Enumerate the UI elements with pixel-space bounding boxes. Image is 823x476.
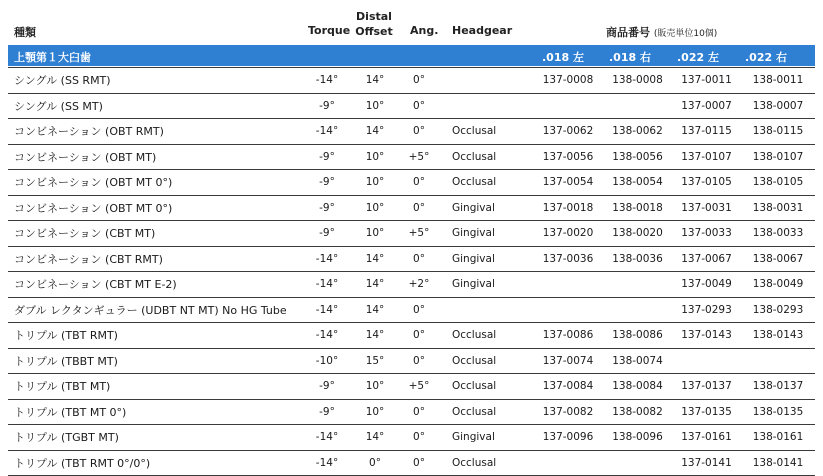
cell-ang: +5° xyxy=(396,374,442,400)
cell-ang: 0° xyxy=(396,450,442,476)
header-product-no xyxy=(606,24,717,40)
cell-018-left: 137-0096 xyxy=(533,425,603,451)
cell-018-right: 138-0086 xyxy=(603,323,672,349)
cell-type: トリプル (TBT MT 0°) xyxy=(8,399,300,425)
cell-022-right: 138-0033 xyxy=(741,221,815,247)
cell-type: シングル (SS RMT) xyxy=(8,68,300,94)
cell-distal-offset: 14° xyxy=(354,68,396,94)
cell-ang: 0° xyxy=(396,348,442,374)
cell-018-left: 137-0074 xyxy=(533,348,603,374)
cell-ang: 0° xyxy=(396,68,442,94)
cell-headgear: Gingival xyxy=(442,221,533,247)
cell-022-left: 137-0161 xyxy=(672,425,741,451)
cell-headgear: Gingival xyxy=(442,272,533,298)
table-row xyxy=(8,195,815,221)
cell-ang: 0° xyxy=(396,93,442,119)
cell-headgear: Occlusal xyxy=(442,450,533,476)
cell-distal-offset: 15° xyxy=(354,348,396,374)
col-018-left: .018 左 xyxy=(542,51,584,64)
header-distal-line1: Distal xyxy=(356,10,392,23)
table-row xyxy=(8,272,815,298)
cell-headgear: Occlusal xyxy=(442,170,533,196)
cell-018-right xyxy=(603,93,672,119)
cell-torque: -14° xyxy=(300,246,354,272)
header-unit: (販売単位10個) xyxy=(653,29,718,39)
cell-ang: 0° xyxy=(396,425,442,451)
cell-type: トリプル (TBT RMT) xyxy=(8,323,300,349)
cell-022-right: 138-0107 xyxy=(741,144,815,170)
cell-torque: -10° xyxy=(300,348,354,374)
cell-headgear xyxy=(442,297,533,323)
cell-headgear: Gingival xyxy=(442,425,533,451)
cell-type: シングル (SS MT) xyxy=(8,93,300,119)
cell-ang: 0° xyxy=(396,195,442,221)
cell-018-right: 138-0062 xyxy=(603,119,672,145)
cell-type: コンビネーション (CBT MT) xyxy=(8,221,300,247)
cell-distal-offset: 0° xyxy=(354,450,396,476)
cell-022-right: 138-0031 xyxy=(741,195,815,221)
cell-018-left: 137-0018 xyxy=(533,195,603,221)
cell-018-left: 137-0036 xyxy=(533,246,603,272)
cell-headgear: Occlusal xyxy=(442,374,533,400)
product-table xyxy=(8,67,815,476)
cell-distal-offset: 14° xyxy=(354,246,396,272)
cell-018-left: 137-0062 xyxy=(533,119,603,145)
cell-torque: -14° xyxy=(300,450,354,476)
cell-022-left: 137-0067 xyxy=(672,246,741,272)
cell-type: トリプル (TBBT MT) xyxy=(8,348,300,374)
cell-022-right: 138-0105 xyxy=(741,170,815,196)
table-row xyxy=(8,68,815,94)
cell-022-left: 137-0107 xyxy=(672,144,741,170)
cell-distal-offset: 10° xyxy=(354,195,396,221)
cell-torque: -14° xyxy=(300,272,354,298)
cell-022-left: 137-0115 xyxy=(672,119,741,145)
cell-022-left: 137-0293 xyxy=(672,297,741,323)
header-type: 種類 xyxy=(14,26,36,39)
cell-headgear: Occlusal xyxy=(442,399,533,425)
cell-headgear: Gingival xyxy=(442,246,533,272)
section-band xyxy=(8,45,815,66)
cell-type: コンビネーション (OBT MT 0°) xyxy=(8,195,300,221)
cell-torque: -9° xyxy=(300,374,354,400)
table-row xyxy=(8,170,815,196)
header-distal-offset xyxy=(354,9,394,39)
cell-type: コンビネーション (OBT MT) xyxy=(8,144,300,170)
table-header xyxy=(8,0,815,44)
cell-headgear: Gingival xyxy=(442,195,533,221)
table-row xyxy=(8,348,815,374)
cell-torque: -14° xyxy=(300,297,354,323)
section-title: 上顎第１大臼歯 xyxy=(14,51,91,64)
cell-022-left: 137-0105 xyxy=(672,170,741,196)
cell-022-right: 138-0115 xyxy=(741,119,815,145)
cell-022-left: 137-0033 xyxy=(672,221,741,247)
table-row xyxy=(8,374,815,400)
cell-018-right: 138-0020 xyxy=(603,221,672,247)
cell-022-left: 137-0135 xyxy=(672,399,741,425)
cell-018-right: 138-0074 xyxy=(603,348,672,374)
cell-torque: -9° xyxy=(300,144,354,170)
cell-type: トリプル (TGBT MT) xyxy=(8,425,300,451)
cell-022-right: 138-0011 xyxy=(741,68,815,94)
cell-type: コンビネーション (OBT RMT) xyxy=(8,119,300,145)
cell-018-right: 138-0084 xyxy=(603,374,672,400)
cell-022-right xyxy=(741,348,815,374)
table-row xyxy=(8,221,815,247)
cell-ang: 0° xyxy=(396,170,442,196)
cell-022-left: 137-0137 xyxy=(672,374,741,400)
cell-type: トリプル (TBT RMT 0°/0°) xyxy=(8,450,300,476)
cell-022-left: 137-0143 xyxy=(672,323,741,349)
cell-018-right: 138-0082 xyxy=(603,399,672,425)
cell-022-right: 138-0049 xyxy=(741,272,815,298)
cell-ang: 0° xyxy=(396,297,442,323)
header-torque: Torque xyxy=(308,24,351,37)
cell-022-left: 137-0007 xyxy=(672,93,741,119)
cell-headgear: Occlusal xyxy=(442,144,533,170)
cell-022-right: 138-0161 xyxy=(741,425,815,451)
cell-018-right: 138-0054 xyxy=(603,170,672,196)
cell-022-left: 137-0031 xyxy=(672,195,741,221)
header-ang: Ang. xyxy=(410,24,439,37)
cell-torque: -9° xyxy=(300,170,354,196)
cell-distal-offset: 14° xyxy=(354,323,396,349)
cell-018-right xyxy=(603,272,672,298)
cell-018-right xyxy=(603,450,672,476)
table-row xyxy=(8,425,815,451)
cell-022-left xyxy=(672,348,741,374)
cell-headgear: Occlusal xyxy=(442,348,533,374)
cell-distal-offset: 14° xyxy=(354,119,396,145)
cell-ang: +5° xyxy=(396,144,442,170)
cell-018-left xyxy=(533,272,603,298)
cell-torque: -14° xyxy=(300,68,354,94)
cell-018-left: 137-0056 xyxy=(533,144,603,170)
table-row xyxy=(8,399,815,425)
cell-022-right: 138-0293 xyxy=(741,297,815,323)
cell-022-right: 138-0141 xyxy=(741,450,815,476)
cell-022-right: 138-0143 xyxy=(741,323,815,349)
cell-ang: +5° xyxy=(396,221,442,247)
cell-distal-offset: 10° xyxy=(354,93,396,119)
cell-distal-offset: 10° xyxy=(354,399,396,425)
cell-018-right: 138-0036 xyxy=(603,246,672,272)
cell-torque: -9° xyxy=(300,93,354,119)
table-row xyxy=(8,246,815,272)
cell-torque: -9° xyxy=(300,399,354,425)
cell-torque: -14° xyxy=(300,323,354,349)
col-018-right: .018 右 xyxy=(609,51,651,64)
table-row xyxy=(8,297,815,323)
cell-022-right: 138-0137 xyxy=(741,374,815,400)
cell-type: トリプル (TBT MT) xyxy=(8,374,300,400)
cell-ang: +2° xyxy=(396,272,442,298)
cell-022-right: 138-0007 xyxy=(741,93,815,119)
cell-type: コンビネーション (CBT RMT) xyxy=(8,246,300,272)
cell-018-left: 137-0084 xyxy=(533,374,603,400)
col-022-right: .022 右 xyxy=(745,51,787,64)
cell-ang: 0° xyxy=(396,323,442,349)
table-row xyxy=(8,323,815,349)
table-row xyxy=(8,119,815,145)
header-distal-line2: Offset xyxy=(355,25,393,38)
table-row xyxy=(8,144,815,170)
cell-018-right xyxy=(603,297,672,323)
cell-torque: -9° xyxy=(300,221,354,247)
cell-headgear: Occlusal xyxy=(442,119,533,145)
cell-018-left: 137-0082 xyxy=(533,399,603,425)
cell-022-left: 137-0011 xyxy=(672,68,741,94)
cell-018-left: 137-0008 xyxy=(533,68,603,94)
cell-022-left: 137-0141 xyxy=(672,450,741,476)
cell-distal-offset: 14° xyxy=(354,425,396,451)
cell-type: コンビネーション (OBT MT 0°) xyxy=(8,170,300,196)
cell-018-right: 138-0056 xyxy=(603,144,672,170)
cell-headgear: Occlusal xyxy=(442,323,533,349)
cell-type: コンビネーション (CBT MT E-2) xyxy=(8,272,300,298)
cell-distal-offset: 10° xyxy=(354,221,396,247)
cell-headgear xyxy=(442,68,533,94)
cell-ang: 0° xyxy=(396,399,442,425)
header-headgear: Headgear xyxy=(452,24,513,37)
cell-distal-offset: 14° xyxy=(354,297,396,323)
header-product-no-label: 商品番号 xyxy=(606,26,650,39)
cell-022-right: 138-0067 xyxy=(741,246,815,272)
cell-018-left: 137-0020 xyxy=(533,221,603,247)
cell-type: ダブル レクタンギュラー (UDBT NT MT) No HG Tube xyxy=(8,297,300,323)
cell-022-right: 138-0135 xyxy=(741,399,815,425)
cell-torque: -14° xyxy=(300,119,354,145)
cell-018-left: 137-0054 xyxy=(533,170,603,196)
cell-distal-offset: 10° xyxy=(354,144,396,170)
cell-018-left xyxy=(533,297,603,323)
cell-018-left: 137-0086 xyxy=(533,323,603,349)
cell-distal-offset: 10° xyxy=(354,170,396,196)
table-row xyxy=(8,450,815,476)
cell-ang: 0° xyxy=(396,119,442,145)
cell-022-left: 137-0049 xyxy=(672,272,741,298)
cell-torque: -14° xyxy=(300,425,354,451)
cell-distal-offset: 14° xyxy=(354,272,396,298)
cell-018-right: 138-0018 xyxy=(603,195,672,221)
cell-018-right: 138-0008 xyxy=(603,68,672,94)
col-022-left: .022 左 xyxy=(677,51,719,64)
cell-018-right: 138-0096 xyxy=(603,425,672,451)
table-row xyxy=(8,93,815,119)
cell-018-left xyxy=(533,93,603,119)
cell-headgear xyxy=(442,93,533,119)
cell-torque: -9° xyxy=(300,195,354,221)
cell-ang: 0° xyxy=(396,246,442,272)
cell-distal-offset: 10° xyxy=(354,374,396,400)
cell-018-left xyxy=(533,450,603,476)
